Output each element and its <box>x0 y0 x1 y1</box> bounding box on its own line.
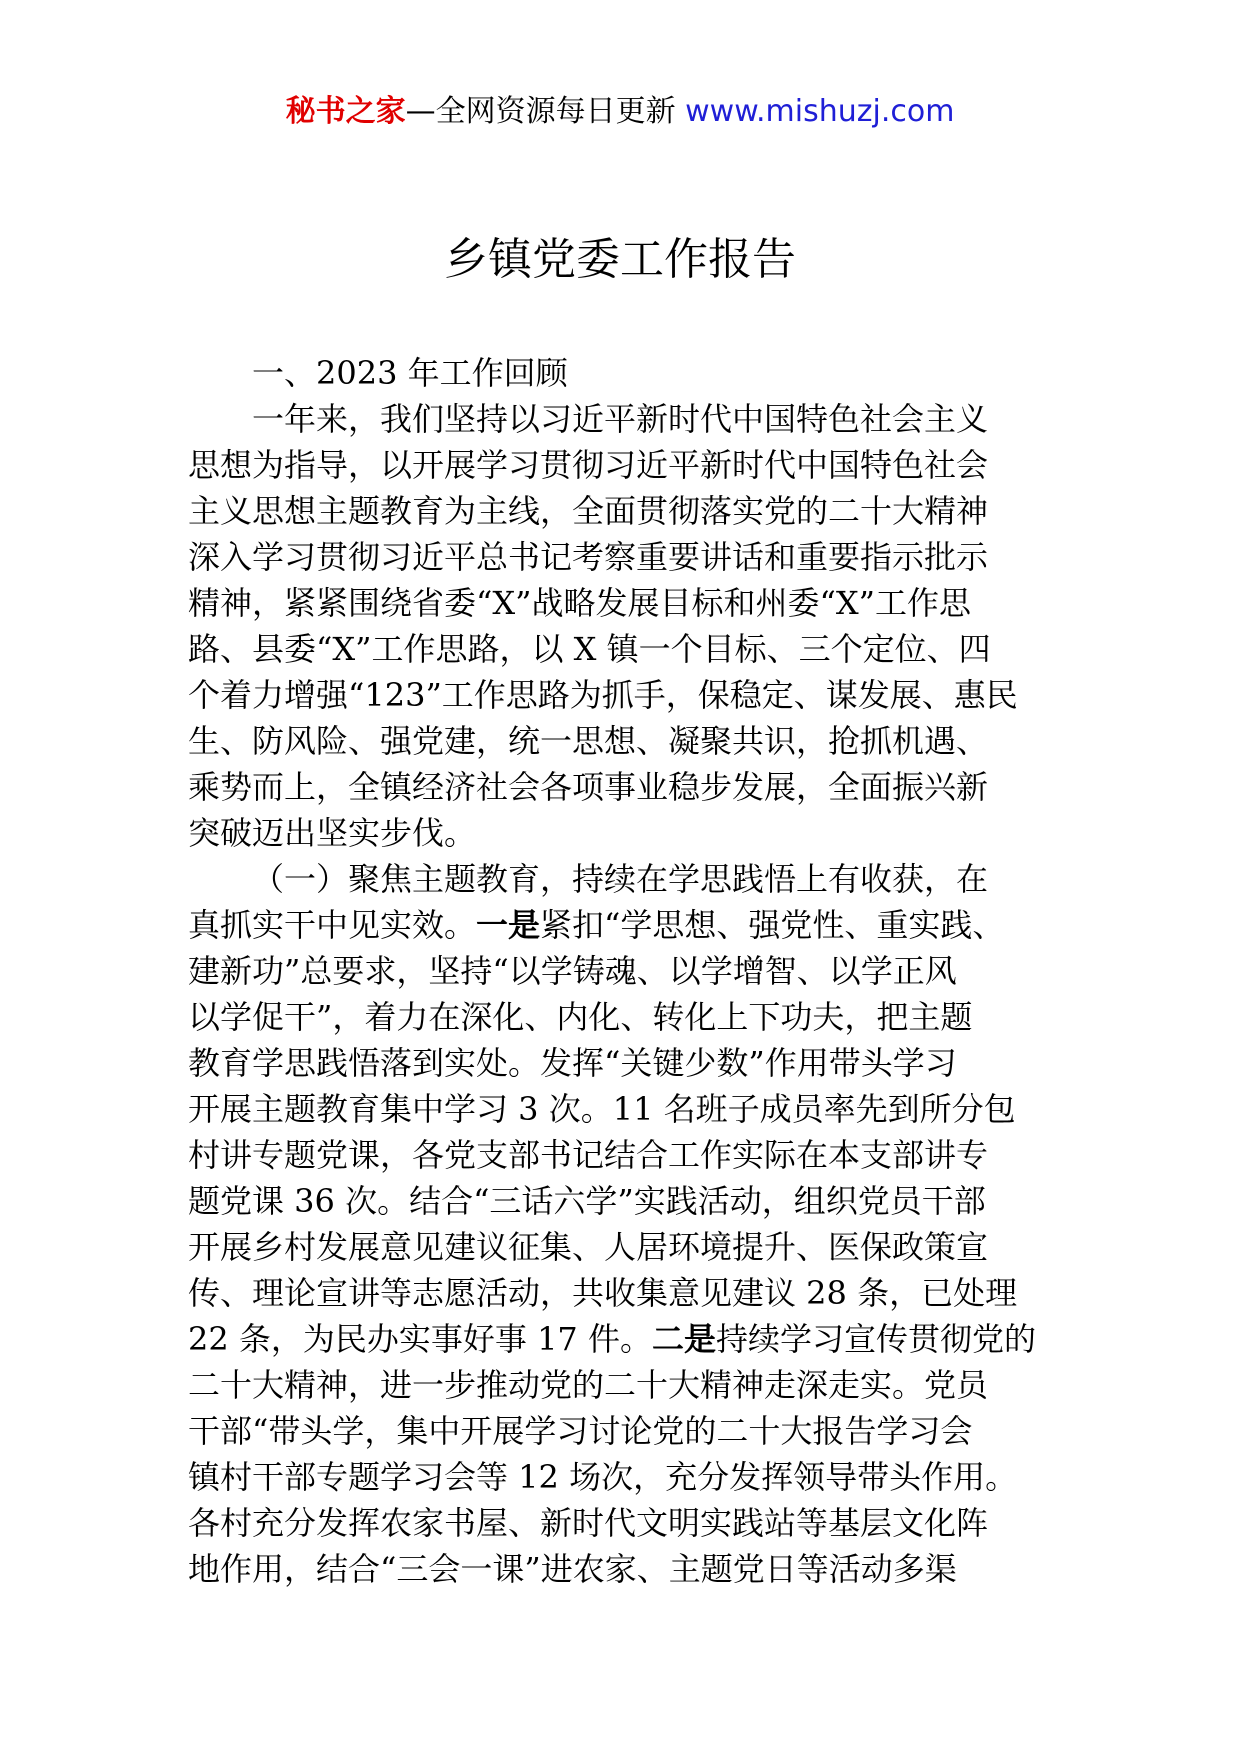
paragraph-line: 一年来，我们坚持以习近平新时代中国特色社会主义 <box>252 400 989 438</box>
paragraph-line: 深入学习贯彻习近平总书记考察重要讲话和重要指示批示 <box>188 538 989 576</box>
paragraph-line: 建新功”总要求，坚持“以学铸魂、以学增智、以学正风 <box>188 952 957 990</box>
site-url[interactable]: www.mishuzj.com <box>685 94 955 129</box>
paragraph-line: 生、防风险、强党建，统一思想、凝聚共识，抢抓机遇、 <box>188 722 989 760</box>
paragraph-line: 村讲专题党课，各党支部书记结合工作实际在本支部讲专 <box>188 1136 989 1174</box>
paragraph-line <box>188 902 1063 948</box>
paragraph-line: 个着力增强“123”工作思路为抓手，保稳定、谋发展、惠民 <box>188 676 1018 714</box>
paragraph-line: 开展乡村发展意见建议征集、人居环境提升、医保政策宣 <box>188 1228 989 1266</box>
paragraph-line: 地作用，结合“三会一课”进农家、主题党日等活动多渠 <box>188 1550 957 1588</box>
site-brand: 秘书之家 <box>285 94 406 129</box>
paragraph-line: 开展主题教育集中学习 3 次。11 名班子成员率先到所分包 <box>188 1090 1016 1128</box>
paragraph-line <box>188 1316 1063 1362</box>
point-marker-two: 二是 <box>651 1320 716 1358</box>
paragraph-line: 思想为指导，以开展学习贯彻习近平新时代中国特色社会 <box>188 446 989 484</box>
subsection-heading-end: 真抓实干中见实效。 <box>188 906 477 944</box>
subsection-heading: （一）聚焦主题教育，持续在学思践悟上有收获，在 <box>252 860 989 898</box>
paragraph-line: 传、理论宣讲等志愿活动，共收集意见建议 28 条，已处理 <box>188 1274 1018 1312</box>
paragraph-line: 主义思想主题教育为主线，全面贯彻落实党的二十大精神 <box>188 492 989 530</box>
paragraph-line: 题党课 36 次。结合“三话六学”实践活动，组织党员干部 <box>188 1182 986 1220</box>
paragraph-line: 干部“带头学，集中开展学习讨论党的二十大报告学习会 <box>188 1412 973 1450</box>
section-heading: 一、2023 年工作回顾 <box>252 354 568 392</box>
site-slogan: —全网资源每日更新 <box>405 94 686 129</box>
document-body <box>188 350 1063 1592</box>
line-text: 持续学习宣传贯彻党的 <box>715 1320 1036 1358</box>
line-text: 22 条，为民办实事好事 17 件。 <box>188 1320 652 1358</box>
paragraph-line: 乘势而上，全镇经济社会各项事业稳步发展，全面振兴新 <box>188 768 989 806</box>
paragraph-line: 镇村干部专题学习会等 12 场次，充分发挥领导带头作用。 <box>188 1458 1018 1496</box>
paragraph-line: 精神，紧紧围绕省委“X”战略发展目标和州委“X”工作思 <box>188 584 972 622</box>
paragraph-line: 教育学思践悟落到实处。发挥“关键少数”作用带头学习 <box>188 1044 957 1082</box>
paragraph-line: 各村充分发挥农家书屋、新时代文明实践站等基层文化阵 <box>188 1504 989 1542</box>
paragraph-line: 二十大精神，进一步推动党的二十大精神走深走实。党员 <box>188 1366 989 1404</box>
paragraph-line: 突破迈出坚实步伐。 <box>188 814 477 852</box>
site-header <box>0 92 1240 132</box>
line-text: 紧扣“学思想、强党性、重实践、 <box>540 906 1005 944</box>
paragraph-line: 以学促干”，着力在深化、内化、转化上下功夫，把主题 <box>188 998 973 1036</box>
document-title: 乡镇党委工作报告 <box>444 234 796 285</box>
point-marker-one: 一是 <box>476 906 541 944</box>
paragraph-line: 路、县委“X”工作思路，以 X 镇一个目标、三个定位、四 <box>188 630 991 668</box>
